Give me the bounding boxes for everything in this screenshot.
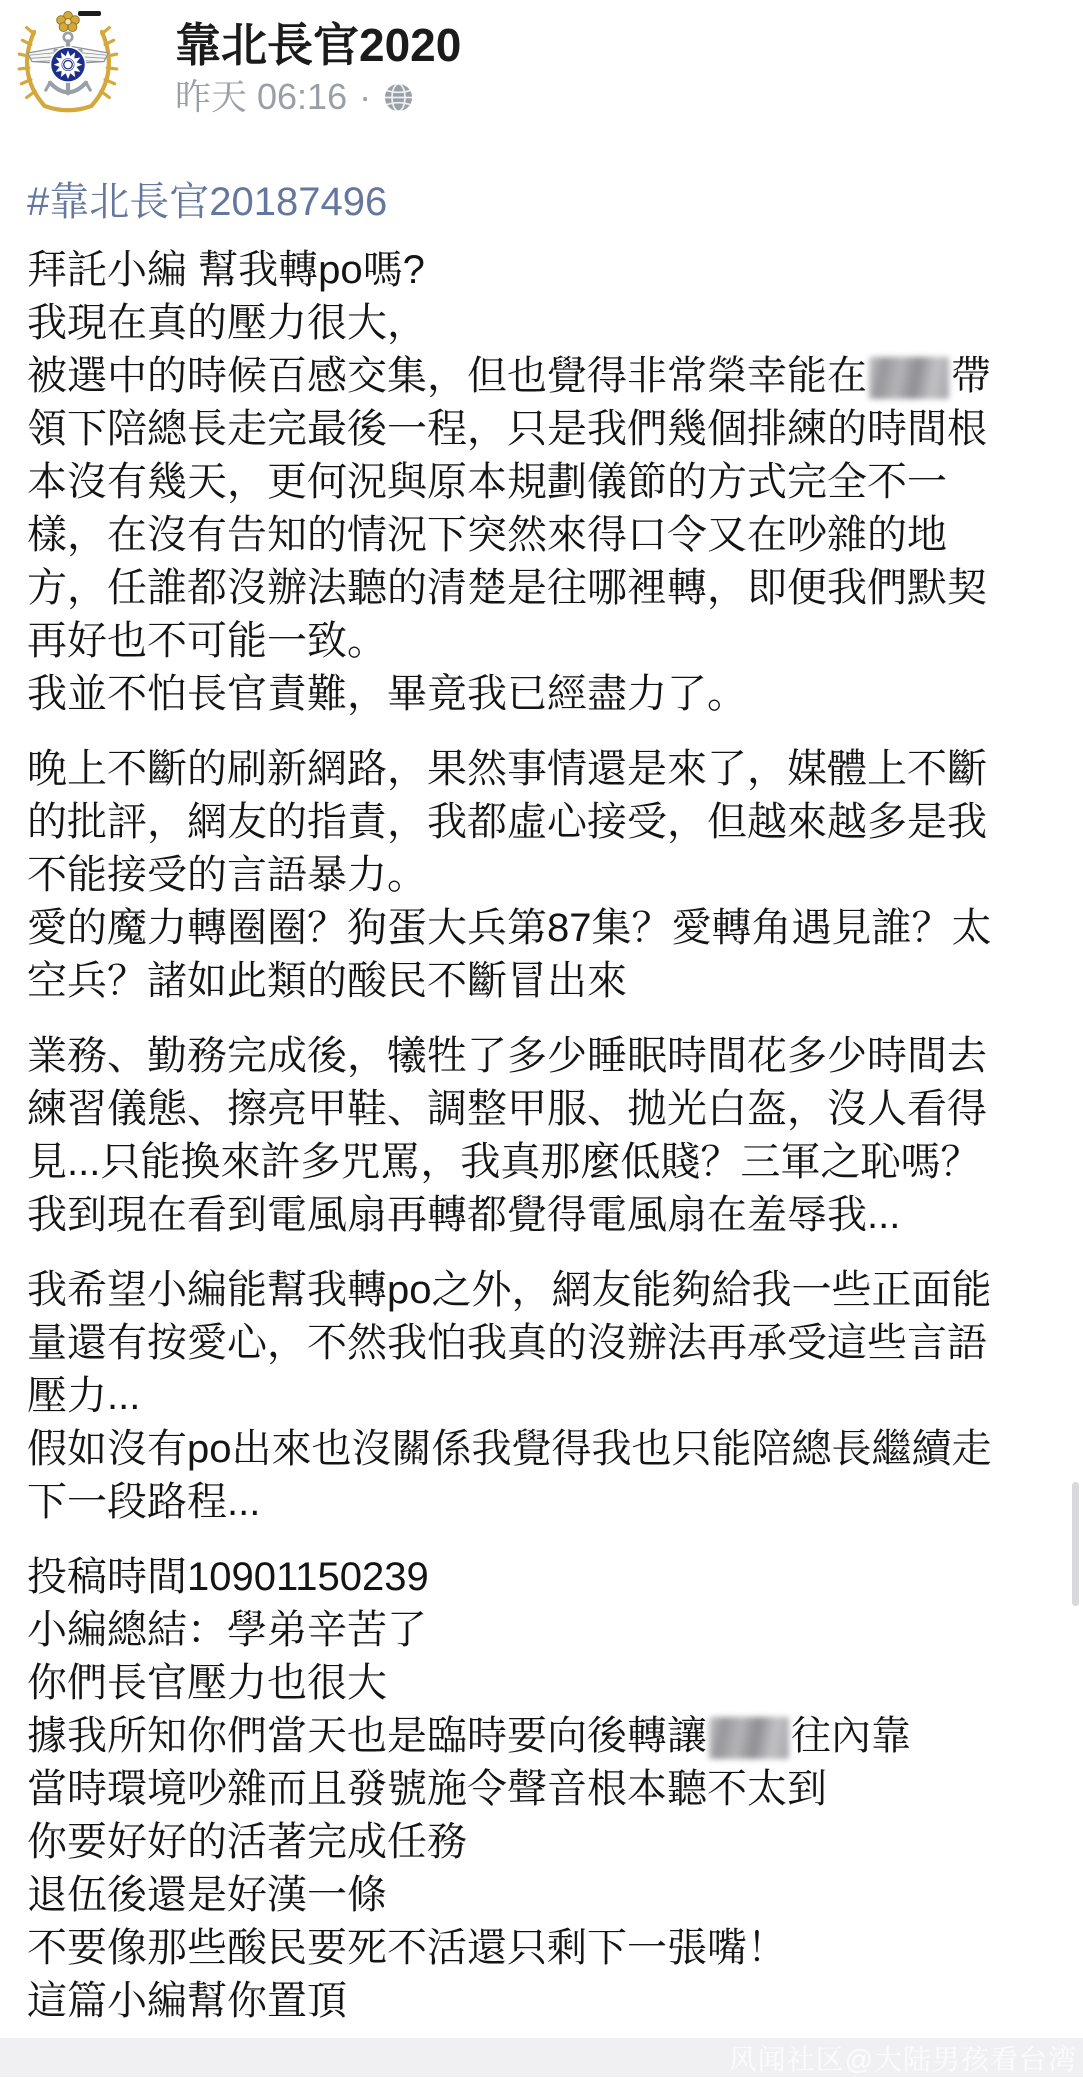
scrollbar-thumb[interactable] bbox=[1072, 1482, 1079, 1606]
watermark-text: 风闻社区@大陆男孩看台湾 bbox=[728, 2043, 1077, 2075]
notch-dash bbox=[78, 11, 101, 16]
footer-band bbox=[0, 2038, 1083, 2077]
post-meta-row bbox=[175, 78, 461, 116]
post-timestamp[interactable]: 昨天 06:16 bbox=[175, 76, 348, 117]
post-body bbox=[27, 244, 1063, 2028]
hashtag-link[interactable]: #靠北長官20187496 bbox=[27, 180, 388, 224]
censored-blur bbox=[709, 1717, 789, 1759]
post-header bbox=[0, 0, 1083, 116]
post-paragraph: 晚上不斷的刷新網路，果然事情還是來了，媒體上不斷 的批評，網友的指責，我都虛心接受，但越來越多是我 不能接受的言語暴力。 愛的魔力轉圈圈？狗蛋大兵第87集？愛轉角遇見誰？太 空兵？諸如此類的酸民不斷冒出來 bbox=[27, 747, 992, 1003]
post-content bbox=[0, 176, 1083, 2028]
meta-separator: · bbox=[359, 76, 372, 117]
post-paragraph: 我希望小編能幫我轉po之外，網友能夠給我一些正面能 量還有按愛心，不然我怕我真的沒辦法再承受這些言語 壓力... 假如沒有po出來也沒關係我覺得我也只能陪總長繼續走 下一段路程... bbox=[27, 1268, 992, 1524]
privacy-globe-icon bbox=[383, 82, 414, 113]
post-paragraph: 投稿時間10901150239 小編總結：學弟辛苦了 你們長官壓力也很大 據我所知你們當天也是臨時要向後轉讓 往內靠 當時環境吵雜而且發號施令聲音根本聽不太到 你要好好的活著完成任務 退伍後還是好漢一條 不要像那些酸民要死不活還只剩下一張嘴！ 這篇小編幫你置頂 bbox=[27, 1555, 911, 2023]
page-name-link[interactable]: 靠北長官2020 bbox=[175, 19, 462, 71]
military-emblem-icon bbox=[15, 8, 121, 115]
page-avatar[interactable] bbox=[15, 8, 121, 115]
post-paragraph: 拜託小編 幫我轉po嗎? 我現在真的壓力很大， 被選中的時候百感交集，但也覺得非常榮幸能在 帶 領下陪總長走完最後一程，只是我們幾個排練的時間根 本沒有幾天，更何況與原本規劃儀節的方式完全不一 樣，在沒有告知的情況下突然來得口令又在吵雜的地 方，任誰都沒辦法聽的清楚是往哪裡轉，即便我們默契 再好也不可能一致。 我並不怕長官責難，畢竟我已經盡力了。 bbox=[27, 248, 991, 716]
censored-blur bbox=[869, 357, 949, 399]
post-paragraph: 業務、勤務完成後，犧牲了多少睡眠時間花多少時間去 練習儀態、擦亮甲鞋、調整甲服、拋光白盔，沒人看得 見...只能換來許多咒罵，我真那麼低賤？三軍之恥嗎？ 我到現在看到電風扇再轉都覺得電風扇在羞辱我... bbox=[27, 1034, 987, 1237]
